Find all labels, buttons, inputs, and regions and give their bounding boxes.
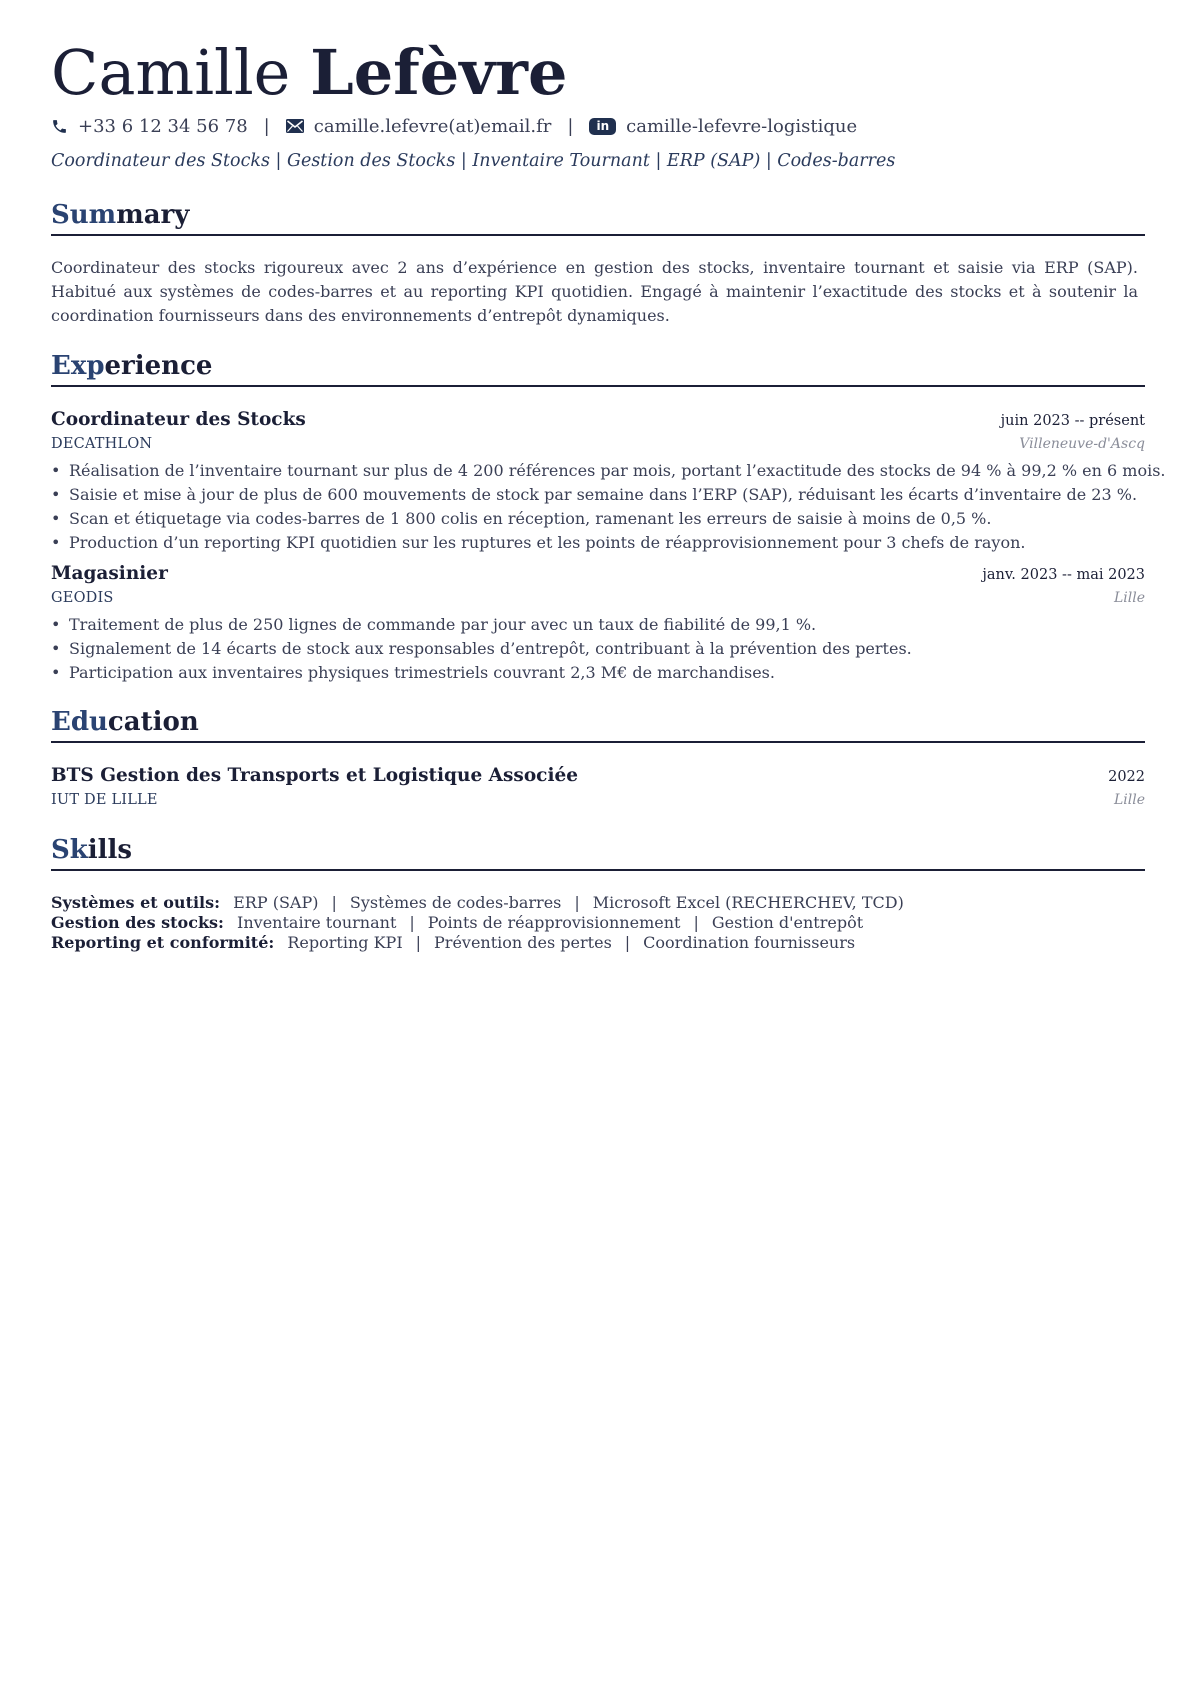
section-title-skills: Skills xyxy=(51,833,1145,871)
headline-keywords: Coordinateur des Stocks | Gestion des Stocks | Inventaire Tournant | ERP (SAP) | Codes-barres xyxy=(51,151,896,171)
achievement-item: • Production d’un reporting KPI quotidien sur les ruptures et les points de réapprovisionnement pour 3 chefs de rayon. xyxy=(51,531,1145,555)
skills-list xyxy=(51,893,1145,953)
contact-linkedin[interactable] xyxy=(589,116,857,137)
phone-icon xyxy=(51,118,68,135)
phone-number: +33 6 12 34 56 78 xyxy=(78,115,248,137)
experience-entry xyxy=(51,407,1166,555)
skill-item: Inventaire tournant xyxy=(237,913,397,932)
skill-item: Microsoft Excel (RECHERCHEV, TCD) xyxy=(592,893,904,912)
skill-row: Reporting et conformité: Reporting KPI | Prévention des pertes | Coordination fournisseurs xyxy=(51,933,856,952)
skill-item: Prévention des pertes xyxy=(434,933,612,952)
contact-phone xyxy=(51,116,248,137)
job-location: Lille xyxy=(1113,590,1145,606)
company-name: GEODIS xyxy=(51,590,114,606)
achievement-list xyxy=(51,459,1166,555)
job-dates: janv. 2023 -- mai 2023 xyxy=(982,567,1145,583)
email-address[interactable]: camille.lefevre(at)email.fr xyxy=(313,115,552,137)
job-dates: juin 2023 -- présent xyxy=(1000,413,1145,429)
contact-separator: | xyxy=(567,115,574,137)
company-name: DECATHLON xyxy=(51,436,153,452)
linkedin-handle[interactable]: camille-lefevre-logistique xyxy=(626,115,858,137)
graduation-year: 2022 xyxy=(1108,769,1145,785)
last-name: Lefèvre xyxy=(310,36,568,109)
achievement-item: • Signalement de 14 écarts de stock aux responsables d’entrepôt, contribuant à la prévention des pertes. xyxy=(51,637,1145,661)
skill-item: Points de réapprovisionnement xyxy=(427,913,681,932)
achievement-item: • Réalisation de l’inventaire tournant sur plus de 4 200 références par mois, portant l’exactitude des stocks de 94 % à 99,2 % en 6 mois. xyxy=(51,459,1145,483)
school-name: IUT DE LILLE xyxy=(51,792,158,808)
achievement-item: • Traitement de plus de 250 lignes de commande par jour avec un taux de fiabilité de 99,1 %. xyxy=(51,613,1145,637)
achievement-item: • Saisie et mise à jour de plus de 600 mouvements de stock par semaine dans l’ERP (SAP), réduisant les écarts d’inventaire de 23 %. xyxy=(51,483,1145,507)
summary-text: Coordinateur des stocks rigoureux avec 2 ans d’expérience en gestion des stocks, inventaire tournant et saisie via ERP (SAP). Habitué aux systèmes de codes-barres et au reporting KPI quotidien. Engagé à maintenir l’exactitude des stocks et à soutenir la coordination fournisseurs dans des environnements d’entrepôt dynamiques. xyxy=(51,258,1138,325)
section-title-education: Education xyxy=(51,705,1145,743)
skill-item: Reporting KPI xyxy=(287,933,403,952)
achievement-item: • Scan et étiquetage via codes-barres de 1 800 colis en réception, ramenant les erreurs de saisie à moins de 0,5 %. xyxy=(51,507,1145,531)
skill-row: Systèmes et outils: ERP (SAP) | Systèmes de codes-barres | Microsoft Excel (RECHERCHEV, TCD) xyxy=(51,893,904,912)
skill-item: Gestion d'entrepôt xyxy=(711,913,864,932)
education-entry xyxy=(51,763,1145,811)
section-title-summary: Summary xyxy=(51,198,1145,236)
contact-email[interactable] xyxy=(286,116,552,137)
linkedin-icon: in xyxy=(589,118,616,135)
job-title: Coordinateur des Stocks xyxy=(51,409,306,430)
contact-separator: | xyxy=(263,115,270,137)
skill-category: Reporting et conformité: xyxy=(51,933,275,952)
achievement-item: • Participation aux inventaires physiques trimestriels couvrant 2,3 M€ de marchandises. xyxy=(51,661,1145,685)
section-title-experience: Experience xyxy=(51,349,1145,387)
achievement-list xyxy=(51,613,1145,685)
first-name: Camille xyxy=(51,36,291,109)
job-title: Magasinier xyxy=(51,563,168,584)
experience-entry xyxy=(51,561,1145,685)
skill-category: Gestion des stocks: xyxy=(51,913,224,932)
job-location: Villeneuve-d'Ascq xyxy=(1019,436,1145,452)
envelope-icon xyxy=(286,119,304,133)
skill-row: Gestion des stocks: Inventaire tournant | Points de réapprovisionnement | Gestion d'entrepôt xyxy=(51,913,864,932)
candidate-name xyxy=(51,34,567,112)
skill-item: ERP (SAP) xyxy=(233,893,319,912)
skill-item: Coordination fournisseurs xyxy=(643,933,856,952)
degree-title: BTS Gestion des Transports et Logistique Associée xyxy=(51,765,579,786)
skill-item: Systèmes de codes-barres xyxy=(349,893,562,912)
contact-line xyxy=(51,113,857,139)
school-location: Lille xyxy=(1113,792,1145,808)
skill-category: Systèmes et outils: xyxy=(51,893,221,912)
